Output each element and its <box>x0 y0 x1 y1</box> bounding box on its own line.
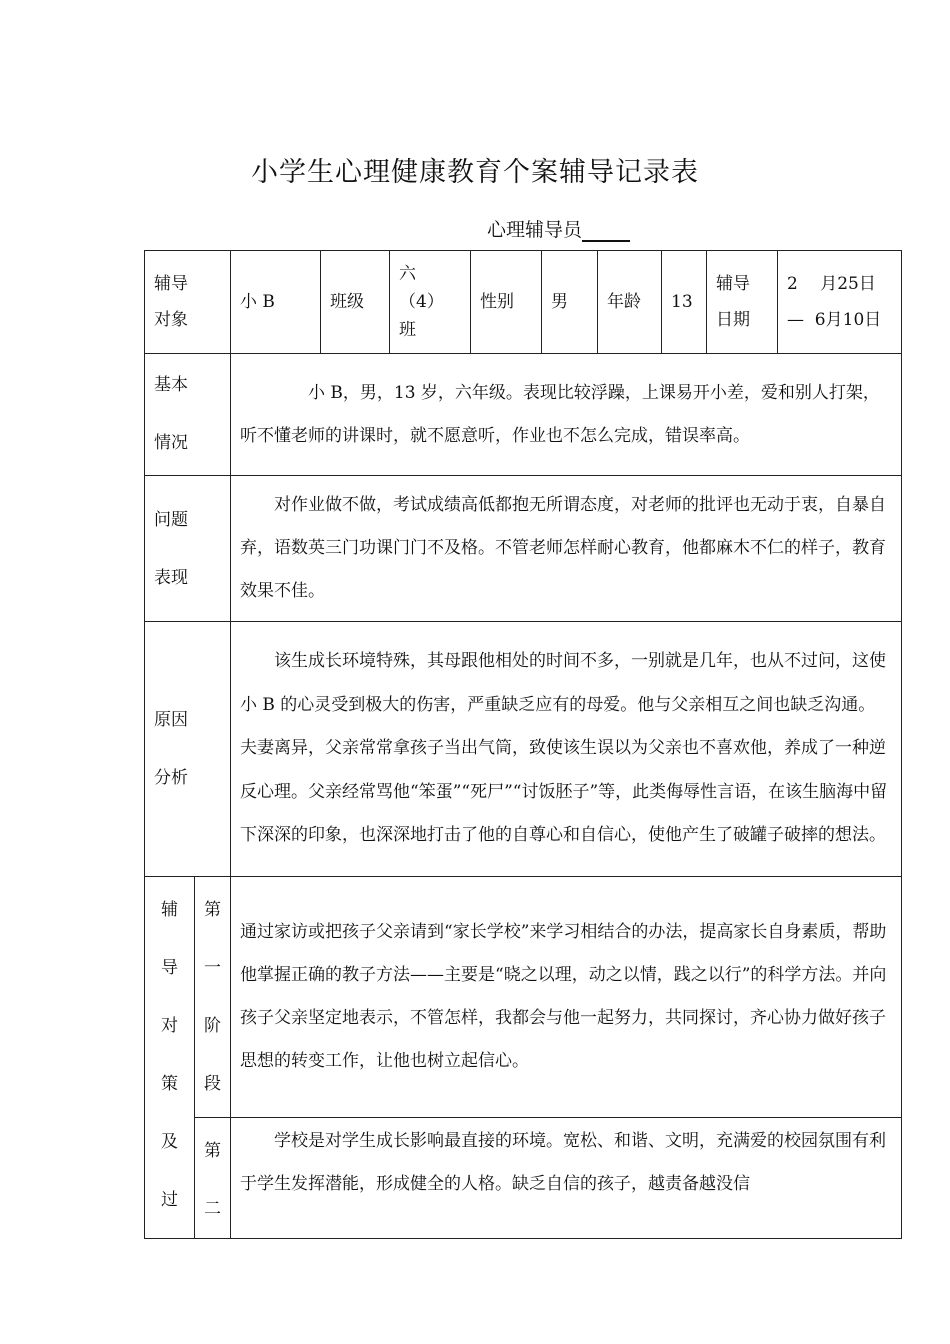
stage1-char: 一 <box>204 958 221 978</box>
class-value-3: 班 <box>399 320 416 340</box>
strategy-char: 策 <box>161 1074 178 1094</box>
student-name: 小 B <box>231 251 321 354</box>
class-label: 班级 <box>321 251 390 354</box>
counselor-blank <box>582 220 630 242</box>
stage1-char: 阶 <box>204 1016 221 1036</box>
stage1-label-cell <box>195 877 231 1118</box>
problem-row <box>145 476 902 622</box>
date-label-cell <box>707 251 778 354</box>
basic-label-cell <box>145 354 231 476</box>
date-value-1: 2 月25日 <box>787 274 876 294</box>
cause-text: 该生成长环境特殊，其母跟他相处的时间不多，一别就是几年，也从不过问，这使小 B 的心灵受到极大的伤害，严重缺乏应有的母爱。他与父亲相互之间也缺乏沟通。夫妻离异，父亲常常拿孩子当出气筒，致使该生误以为父亲也不喜欢他，养成了一种逆反心理。父亲经常骂他“笨蛋”“死尸”“讨饭胚子”等，此类侮辱性言语，在该生脑海中留下深深的印象，也深深地打击了他的自尊心和自信心，使他产生了破罐子破摔的想法。 <box>231 622 902 877</box>
subject-label-cell <box>145 251 231 354</box>
strategy-stage2-row <box>145 1118 902 1239</box>
age-label: 年龄 <box>598 251 662 354</box>
strategy-char: 辅 <box>161 900 178 920</box>
cause-row <box>145 622 902 877</box>
basic-row <box>145 354 902 476</box>
page-title: 小学生心理健康教育个案辅导记录表 <box>251 157 699 188</box>
strategy-char: 及 <box>161 1132 178 1152</box>
problem-label-2: 表现 <box>154 567 188 588</box>
gender-label: 性别 <box>471 251 542 354</box>
cause-label-2: 分析 <box>154 768 188 788</box>
basic-label-2: 情况 <box>154 433 188 453</box>
date-value-2: — 6月10日 <box>787 310 882 330</box>
gender-value: 男 <box>542 251 598 354</box>
subject-label-1: 辅导 <box>154 274 188 294</box>
basic-label-1: 基本 <box>154 375 188 395</box>
subject-label-2: 对象 <box>154 310 188 330</box>
counselor-line <box>487 215 630 242</box>
counselor-label: 心理辅导员 <box>487 219 583 241</box>
basic-text: 小 B，男，13 岁，六年级。表现比较浮躁，上课易开小差，爱和别人打架，听不懂老师的讲课时，就不愿意听，作业也不怎么完成，错误率高。 <box>231 354 902 476</box>
info-row <box>145 251 902 354</box>
stage1-char: 第 <box>204 900 221 920</box>
age-value: 13 <box>662 251 707 354</box>
stage1-char: 段 <box>204 1074 221 1094</box>
strategy-char: 导 <box>161 958 178 978</box>
problem-text: 对作业做不做，考试成绩高低都抱无所谓态度，对老师的批评也无动于衷，自暴自弃，语数英三门功课门门不及格。不管老师怎样耐心教育，他都麻木不仁的样子，教育效果不佳。 <box>231 476 902 622</box>
date-label-1: 辅导 <box>716 274 750 294</box>
record-table <box>144 250 902 1239</box>
class-value-1: 六 <box>399 264 416 284</box>
stage2-label-cell <box>195 1118 231 1239</box>
strategy-char: 过 <box>161 1190 178 1210</box>
stage2-char: 第 <box>204 1141 221 1161</box>
date-label-2: 日期 <box>716 310 750 330</box>
stage2-char: 二 <box>204 1199 221 1219</box>
problem-label-cell <box>145 476 231 622</box>
stage1-text: 通过家访或把孩子父亲请到“家长学校”来学习相结合的办法，提高家长自身素质，帮助他掌握正确的教子方法——主要是“晓之以理，动之以情，践之以行”的科学方法。并向孩子父亲坚定地表示，不管怎样，我都会与他一起努力，共同探讨，齐心协力做好孩子思想的转变工作，让他也树立起信心。 <box>231 877 902 1118</box>
strategy-char: 对 <box>161 1016 178 1036</box>
class-value-2: （4） <box>399 292 444 312</box>
stage2-text: 学校是对学生成长影响最直接的环境。宽松、和谐、文明，充满爱的校园氛围有利于学生发挥潜能，形成健全的人格。缺乏自信的孩子，越责备越没信 <box>231 1118 902 1239</box>
problem-label-1: 问题 <box>154 509 188 530</box>
date-value-cell <box>778 251 902 354</box>
cause-label-1: 原因 <box>154 710 188 730</box>
class-value-cell <box>390 251 471 354</box>
cause-label-cell <box>145 622 231 877</box>
strategy-label-cell <box>145 877 195 1239</box>
strategy-stage1-row <box>145 877 902 1118</box>
